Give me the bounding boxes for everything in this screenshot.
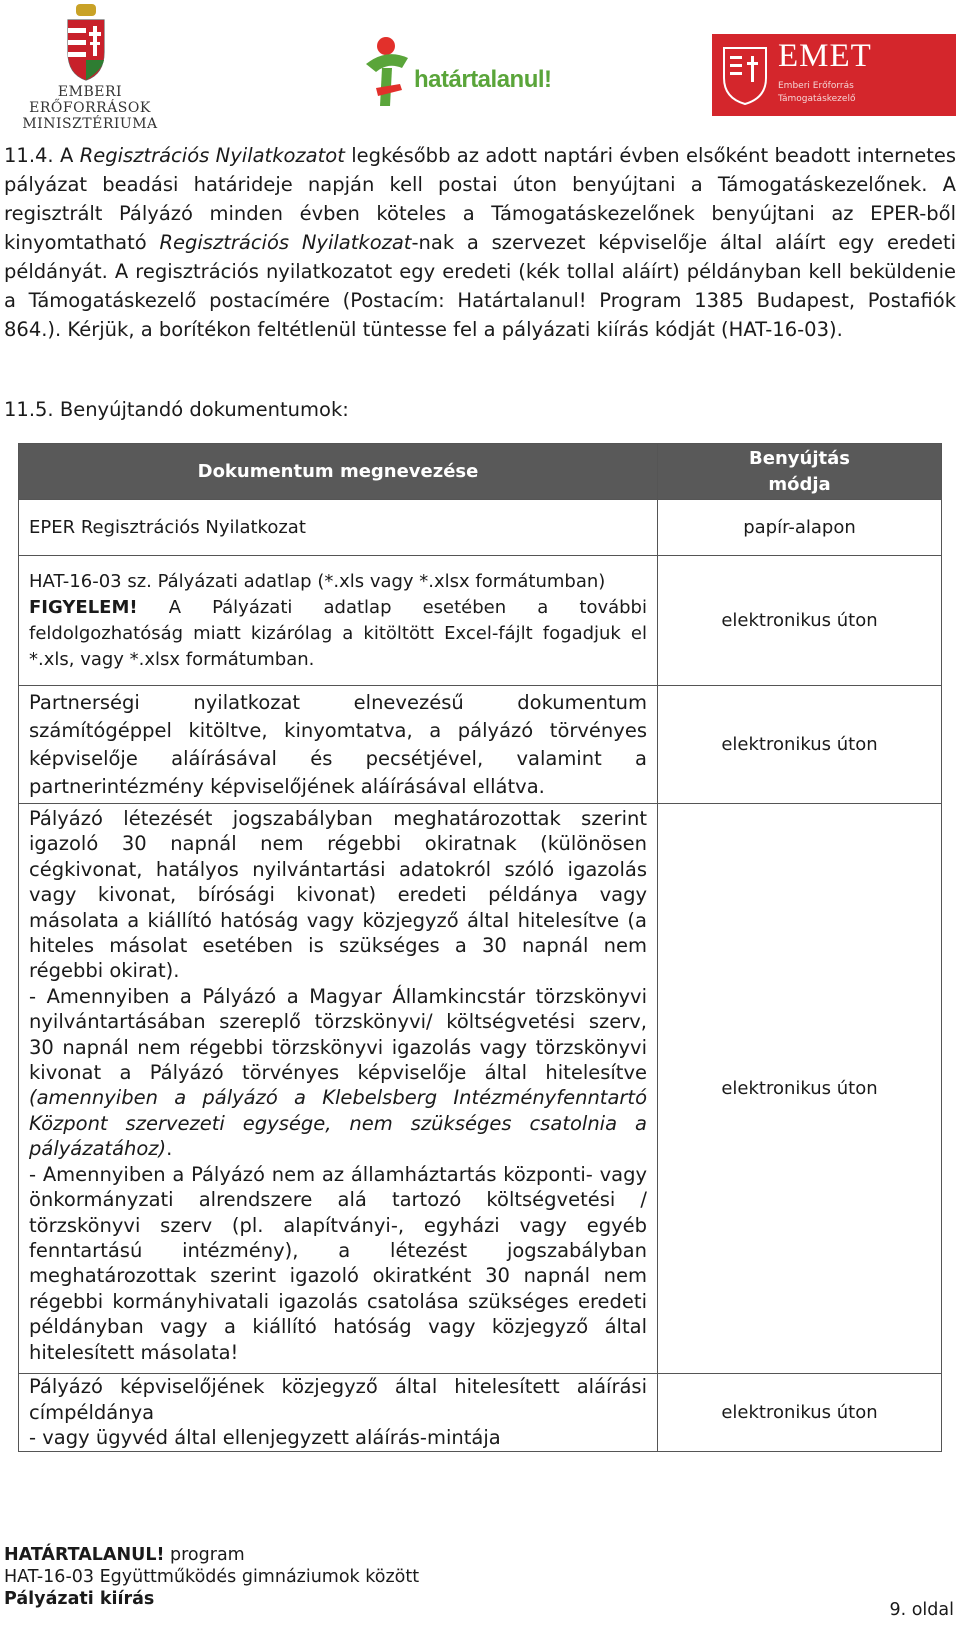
header-document-name: Dokumentum megnevezése xyxy=(19,444,658,500)
table-row xyxy=(19,686,942,804)
doc-text: . xyxy=(166,1137,173,1161)
emmi-logo xyxy=(4,2,174,132)
footer-program-name: HATÁRTALANUL! xyxy=(4,1545,165,1565)
row-mode: elektronikus úton xyxy=(658,686,942,804)
emet-crest-icon xyxy=(720,44,770,106)
doc-text: Pályázó képviselőjének közjegyző által hitelesített aláírási címpéldánya xyxy=(29,1375,647,1424)
row-mode: elektronikus úton xyxy=(658,556,942,686)
row-document: Partnerségi nyilatkozat elnevezésű dokumentum számítógéppel kitöltve, kinyomtatva, a pályázó törvényes képviselője aláírásával és pecsétjével, valamint a partnerintézmény képviselőjének aláírásával ellátva. xyxy=(19,686,658,804)
row-mode: elektronikus úton xyxy=(658,1374,942,1452)
hatartalanul-logo-text: határtalanul! xyxy=(414,66,552,93)
doc-text: A Pályázati adatlap esetében a további feldolgozhatóság miatt kizárólag a kitöltött Excel-fájlt fogadjuk el *.xls, vagy *.xlsx formátumban. xyxy=(29,596,647,670)
doc-text: - Amennyiben a Pályázó a Magyar Államkincstár törzskönyvi nyilvántartásában szereplő törzskönyvi/ költségvetési szerv, 30 napnál nem régebbi törzskönyvi igazolás vagy törzskönyvi kivonat a Pályázó törvényes képviselője által hitelesítve xyxy=(29,984,647,1085)
table-row xyxy=(19,804,942,1374)
doc-text: - Amennyiben a Pályázó nem az államháztartás központi- vagy önkormányzati alrendszere alá tartozó költségvetési / törzskönyvi szerv (pl. alapítványi-, egyházi vagy egyéb fenntartású intézmény), a létezést jogszabályban meghatározottak szerint igazoló okiratként 30 napnál nem régebbi kormányhivatali igazolás csatolása szükséges eredeti példányban vagy a kiállító hatóság vagy közjegyző által hitelesített másolata! xyxy=(29,1162,647,1364)
para-italic-term: Regisztrációs Nyilatkozat xyxy=(159,231,412,254)
table-header-row xyxy=(19,444,942,500)
row-document xyxy=(19,556,658,686)
para-text: legkésőbb az adott naptári évben elsőként beadott internetes pályázat beadási határideje napján kell postai úton benyújtani a Támogatáskezelőnek. A regisztrált Pályázó minden évben köteles a Támogatáskezelőnek benyújtani az EPER-ből kinyomtatható xyxy=(4,144,957,254)
para-text: 11.4. A xyxy=(4,144,80,167)
para-italic-term: Regisztrációs Nyilatkozatot xyxy=(79,144,345,167)
table-row xyxy=(19,1374,942,1452)
paragraph-11-4 xyxy=(4,141,956,344)
header-submission-mode: Benyújtás módja xyxy=(658,444,942,500)
row-document xyxy=(19,804,658,1374)
footer-program-suffix: program xyxy=(164,1545,245,1565)
row-document xyxy=(19,1374,658,1452)
footer-call-code: HAT-16-03 Együttműködés gimnáziumok között xyxy=(4,1567,420,1587)
page-number: 9. oldal xyxy=(889,1600,954,1620)
doc-italic-note: (amennyiben a pályázó a Klebelsberg Intézményfenntartó Központ szervezeti egysége, nem szükséges csatolnia a pályázatához) xyxy=(29,1086,647,1161)
footer-doc-type: Pályázati kiírás xyxy=(4,1589,155,1609)
row-mode: elektronikus úton xyxy=(658,804,942,1374)
doc-text: - vagy ügyvéd által ellenjegyzett aláírás-mintája xyxy=(29,1426,501,1450)
emet-logo-title: EMET xyxy=(778,38,872,74)
doc-text: HAT-16-03 sz. Pályázati adatlap (*.xls vagy *.xlsx formátumban) xyxy=(29,570,606,592)
page-footer xyxy=(4,1544,419,1610)
emmi-logo-text: EMBERI ERŐFORRÁSOK MINISZTÉRIUMA xyxy=(22,84,158,132)
hungarian-crest-icon xyxy=(62,4,110,82)
emet-logo xyxy=(712,34,956,116)
table-row xyxy=(19,556,942,686)
row-mode: papír-alapon xyxy=(658,500,942,556)
section-11-5-heading: 11.5. Benyújtandó dokumentumok: xyxy=(4,398,349,421)
emet-logo-subtitle: Emberi Erőforrás Támogatáskezelő xyxy=(778,81,856,104)
para-text: -nak a szervezet képviselője által aláírt egy eredeti példányát. A regisztrációs nyilatkozatot egy eredeti (kék tollal aláírt) példányban kell beküldenie a Támogatáskezelő postacímére (Postacím: Határtalanul! Program 1385 Budapest, Postafiók 864.). Kérjük, a borítékon feltétlenül tüntesse fel a pályázati kiírás kódját (HAT-16-03). xyxy=(4,231,957,341)
documents-table xyxy=(18,443,942,1452)
row-document: EPER Regisztrációs Nyilatkozat xyxy=(19,500,658,556)
warning-label: FIGYELEM! xyxy=(29,596,138,618)
footer-program-line xyxy=(4,1544,419,1566)
doc-text: Pályázó létezését jogszabályban meghatározottak szerint igazoló 30 napnál nem régebbi okiratnak (különösen cégkivonat, hatályos nyilvántartási adatokról szóló igazolás vagy kivonat, bírósági kivonat) eredeti példánya vagy másolata a kiállító hatóság vagy közjegyző által hitelesítve (a hiteles másolat esetében is szükséges a 30 napnál nem régebbi okirat). xyxy=(29,807,647,983)
hatartalanul-logo xyxy=(356,28,596,116)
table-row xyxy=(19,500,942,556)
